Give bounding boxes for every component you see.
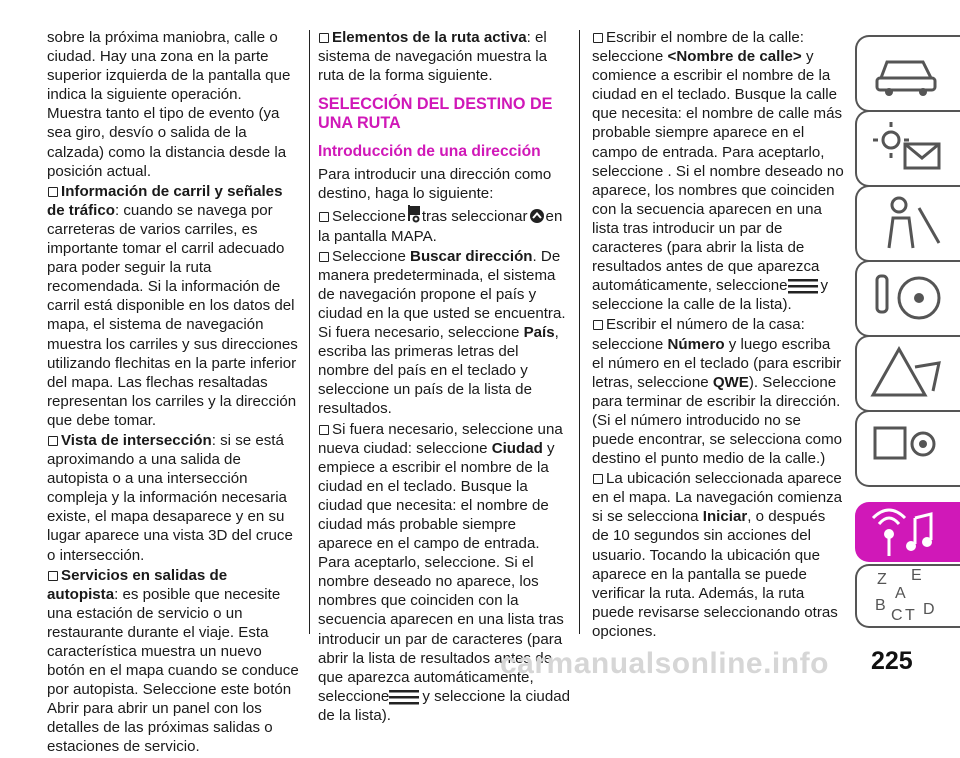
- svg-text:A: A: [895, 585, 906, 602]
- bullet-box-icon: [319, 33, 329, 43]
- intro-text: Para introducir una dirección como destino, haga lo siguiente:: [318, 166, 552, 203]
- step-bold: Iniciar: [702, 508, 748, 526]
- svg-text:B: B: [875, 597, 886, 614]
- car-icon: [873, 48, 943, 98]
- key-steering-icon: [869, 268, 949, 328]
- menu-lines-icon: [788, 278, 818, 294]
- svg-text:E: E: [911, 567, 922, 584]
- active-route-text: : el sistema de navegación muestra la ruta de la forma siguiente.: [318, 29, 548, 85]
- column-divider: [309, 30, 310, 634]
- step-text: Si fuera necesario, seleccione una nueva ciudad: seleccione: [318, 420, 563, 457]
- multimedia-icon: [869, 504, 949, 562]
- tab-maintenance[interactable]: [855, 410, 960, 487]
- breakdown-triangle-icon: [869, 343, 949, 403]
- lane-info-title: Información de carril y señales de tráfico: [47, 182, 283, 219]
- step-text: y luego escriba el número en el teclado (para escribir letras, seleccione: [592, 335, 842, 391]
- step-text: , escriba las primeras letras del nombre del país en el teclado y seleccione un país de la lista de resultados.: [318, 324, 559, 418]
- step-text: tras seleccionar: [421, 208, 528, 226]
- step-bold: País: [523, 324, 555, 342]
- motorway-services-title: Servicios en salidas de autopista: [47, 566, 228, 603]
- tab-multimedia-active[interactable]: [855, 502, 960, 562]
- active-route-title: Elementos de la ruta activa: [332, 29, 527, 46]
- step-select-destination: [318, 204, 570, 245]
- tab-starting-driving[interactable]: [855, 260, 960, 337]
- step-text: y comience a escribir el nombre de la ciudad en el teclado. Busque la calle que necesita: el nombre de calle más probable siempre aparece en el campo de entrada. Para aceptarlo, seleccione . Si el nombre deseado no aparece, los nombres que coinciden con la secuencia aparecen en una lista tras introducir un par de caracteres (para abrir la lista de resultados antes de que aparezca automáticamente, seleccione: [592, 48, 844, 295]
- page-number: 225: [871, 647, 913, 675]
- step-text: Escribir el nombre de la calle: seleccione: [592, 29, 804, 66]
- watermark: carmanualsonline.info: [500, 647, 829, 680]
- svg-text:C: C: [891, 607, 903, 624]
- bullet-box-icon: [48, 436, 58, 446]
- step-bold: QWE: [712, 373, 749, 391]
- lane-info-text: : cuando se navega por carreteras de varios carriles, es importante tomar el carril adecuado para poder seguir la ruta recomendada. Si la información de carril está disponible en los datos del mapa, el sistema de navegación muestra los carriles y sus direcciones utilizando flechitas en la parte inferior del mapa. Las flechas resaltadas representan los carriles y la dirección que debe tomar.: [47, 201, 298, 429]
- bullet-box-icon: [593, 320, 603, 330]
- step-text: La ubicación seleccionada aparece en el mapa. La navegación comienza si se selecciona: [592, 470, 843, 526]
- svg-text:T: T: [905, 607, 915, 624]
- step-text: y seleccione la ciudad de la lista).: [318, 687, 571, 724]
- step-text: Seleccione: [332, 247, 411, 265]
- motorway-services-text: : es posible que necesite una estación de servicio o un restaurante durante el viaje. Esta característica muestra un nuevo botón en el mapa cuando se conduce por autopista. Seleccione este botón Abrir para abrir un panel con los detalles de las próximas salidas o estaciones de servicio.: [47, 585, 299, 756]
- column-1: [47, 28, 300, 758]
- step-text: Escribir el número de la casa: seleccione: [592, 316, 805, 353]
- step-house-number: [592, 315, 845, 468]
- step-bold: Número: [667, 335, 725, 353]
- menu-lines-icon: [389, 689, 419, 705]
- tab-emergency[interactable]: [855, 335, 960, 412]
- bullet-box-icon: [48, 187, 58, 197]
- step-text: , o después de 10 segundos sin acciones del usuario. Tocando la ubicación que aparece en la pantalla se puede verificar la ruta. Además, la ruta puede revisarse seleccionando otras opciones.: [592, 508, 838, 640]
- column-2: [318, 28, 570, 726]
- chevron-icon: [528, 208, 546, 224]
- step-bold: <Nombre de calle>: [667, 48, 802, 66]
- tab-vehicle[interactable]: [855, 35, 960, 112]
- junction-view-item: [47, 431, 300, 565]
- seatbelt-airbag-icon: [869, 193, 949, 253]
- junction-view-title: Vista de intersección: [61, 431, 212, 449]
- bullet-box-icon: [48, 571, 58, 581]
- index-alphabet-icon: [871, 566, 951, 624]
- step-text: y empiece a escribir el nombre de la ciudad en el teclado. Busque la ciudad que necesita: el nombre de ciudad más probable siempre aparece en el campo de entrada. Para aceptarlo, seleccione. Si el nombre deseado no aparece, los nombres que coinciden con la secuencia aparecen en una lista tras introducir un par de caracteres (para abrir la lista de resultados antes de que aparezca automáticamente, seleccione: [318, 439, 564, 705]
- svg-text:Z: Z: [877, 571, 887, 588]
- lane-info-item: [47, 182, 300, 430]
- step-search-address: [318, 247, 570, 419]
- bullet-box-icon: [319, 425, 329, 435]
- maintenance-icon: [869, 418, 949, 478]
- step-text: Seleccione: [332, 208, 406, 226]
- step-street-name: [592, 28, 845, 314]
- destination-flag-icon: [406, 204, 422, 224]
- step-text: en la pantalla MAPA.: [318, 208, 563, 245]
- svg-text:D: D: [923, 601, 935, 618]
- column-3: [592, 28, 845, 642]
- step-start-navigation: [592, 469, 845, 641]
- section-subheading: Introducción de una dirección: [318, 143, 541, 161]
- tab-safety[interactable]: [855, 185, 960, 262]
- step-text: y seleccione la calle de la lista).: [592, 277, 829, 314]
- bullet-box-icon: [593, 33, 603, 43]
- step-text: . De manera predeterminada, el sistema de navegación propone el país y ciudad en la que usted se encuentra. Si fuera necesario, seleccione: [318, 247, 566, 342]
- step-bold: Ciudad: [491, 439, 543, 457]
- motorway-services-item: [47, 566, 300, 757]
- junction-view-text: : si se está aproximando a una salida de autopista o a una intersección compleja y la información necesaria existe, el mapa desaparece y en su lugar aparece una vista 3D del cruce o intersección.: [47, 431, 293, 564]
- column-divider: [579, 30, 580, 634]
- paragraph-intro: sobre la próxima maniobra, calle o ciudad. Hay una zona en la parte superior izquierda de la pantalla que indica la siguiente operación. Muestra tanto el tipo de evento (ya sea giro, desvío o salida de la calzada) como la distancia desde la posición actual.: [47, 29, 291, 180]
- step-text: ). Seleccione para terminar de escribir la dirección. (Si el número introducido no se puede encontrar, se selecciona como destino el punto medio de la calle.): [592, 373, 843, 468]
- warning-lights-icon: [869, 118, 949, 178]
- section-heading: SELECCIÓN DEL DESTINO DE UNA RUTA: [318, 95, 553, 133]
- tab-warning-lights[interactable]: [855, 110, 960, 187]
- bullet-box-icon: [593, 474, 603, 484]
- bullet-box-icon: [319, 252, 329, 262]
- bullet-box-icon: [319, 212, 329, 222]
- active-route-item: [318, 28, 570, 85]
- step-bold: Buscar dirección: [410, 247, 533, 265]
- tab-index[interactable]: [855, 564, 960, 628]
